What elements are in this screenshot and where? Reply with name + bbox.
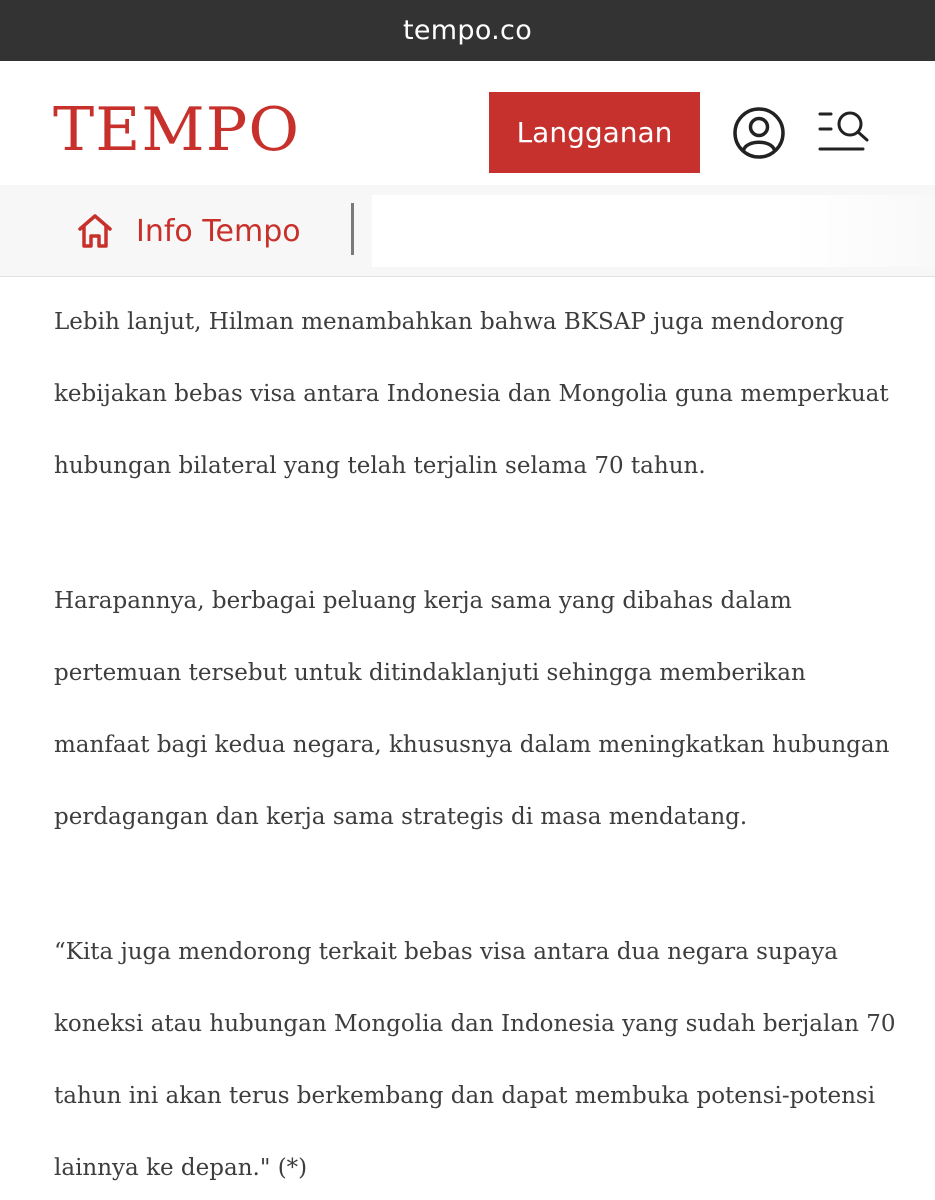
- url-text[interactable]: tempo.co: [402, 15, 533, 46]
- menu-search-button[interactable]: [817, 107, 873, 157]
- paragraph-line: lainnya ke depan." (*): [54, 1155, 308, 1181]
- paragraph-line: Lebih lanjut, Hilman menambahkan bahwa BKSAP juga mendorong: [54, 309, 845, 335]
- paragraph-line: manfaat bagi kedua negara, khususnya dalam meningkatkan hubungan: [54, 732, 890, 758]
- paragraph-line: koneksi atau hubungan Mongolia dan Indonesia yang sudah berjalan 70: [54, 1011, 896, 1037]
- paragraph-line: kebijakan bebas visa antara Indonesia dan Mongolia guna memperkuat: [54, 381, 889, 407]
- menu-search-icon: [817, 107, 873, 157]
- subscribe-button[interactable]: [489, 92, 700, 173]
- paragraph-line: tahun ini akan terus berkembang dan dapat membuka potensi-potensi: [54, 1083, 876, 1109]
- paragraph-line: Harapannya, berbagai peluang kerja sama yang dibahas dalam: [54, 588, 792, 614]
- home-icon: [76, 212, 114, 250]
- article-paragraph: [54, 565, 894, 853]
- section-home-link[interactable]: [76, 207, 301, 255]
- browser-url-bar[interactable]: [0, 0, 935, 61]
- site-header: [0, 61, 935, 185]
- user-circle-icon: [731, 105, 787, 161]
- article-body: [54, 286, 894, 1200]
- tempo-logo[interactable]: TEMPO: [53, 95, 301, 165]
- paragraph-line: pertemuan tersebut untuk ditindaklanjuti sehingga memberikan: [54, 660, 806, 686]
- paragraph-line: perdagangan dan kerja sama strategis di masa mendatang.: [54, 804, 748, 830]
- account-button[interactable]: [731, 105, 787, 161]
- article-paragraph: [54, 916, 894, 1200]
- paragraph-line: hubungan bilateral yang telah terjalin selama 70 tahun.: [54, 453, 706, 479]
- section-label: Info Tempo: [136, 213, 301, 249]
- nav-divider: [351, 203, 354, 255]
- section-nav: [0, 185, 935, 277]
- article-paragraph: [54, 286, 894, 502]
- nav-scroll-area[interactable]: [372, 195, 935, 267]
- subscribe-button-label: Langganan: [516, 116, 673, 149]
- paragraph-line: “Kita juga mendorong terkait bebas visa antara dua negara supaya: [54, 939, 838, 965]
